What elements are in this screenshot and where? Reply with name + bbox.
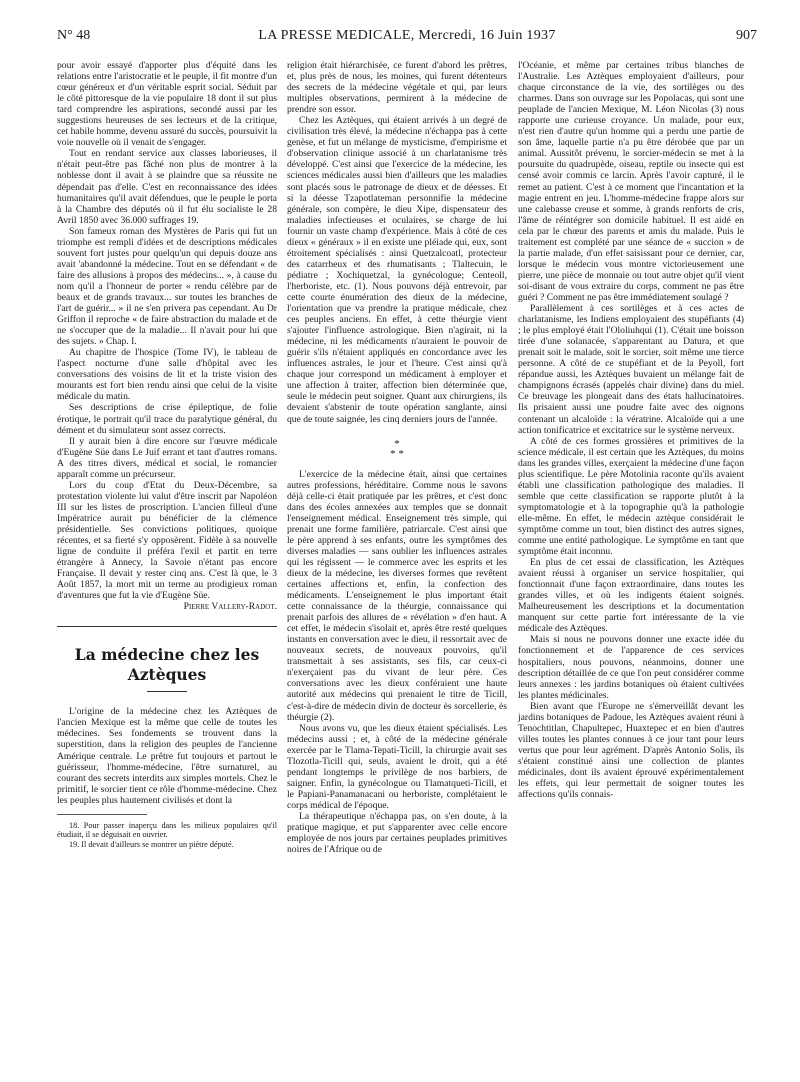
journal-title: LA PRESSE MEDICALE, Mercredi, 16 Juin 1937	[258, 28, 556, 43]
paragraph: l'Océanie, et même par certaines tribus blanches de l'Australie. Les Aztèques employaient d'ailleurs, pour chaque circonstance de la vie, des sortilèges ou des charmes. Dans son ouvrage sur les Popolacas, qui sont une peuplade de l'ancien Mexique, M. Léon Nicolas (3) nous rapporte une curieuse croyance. Un malade, pour eux, n'est rien d'autre qu'un homme qui a perdu une partie de son âme, laquelle partie n'a pu être dérobée que par un animal. Aussitôt prévenu, le sorcier-médecin se met à la poursuite du quadrupède, oiseau, reptile ou insecte qui est censé avoir commis ce larcin. Après l'avoir capturé, il le remet au patient. C'est à ce moment que l'incantation et la magie entrent en jeu. L'homme-médecine frappe alors sur une calebasse creuse et somme, à grands renforts de cris, l'âme de réintégrer son domicile habituel. Il est aidé en cela par le chœur des parents et amis du malade. Puis le traitement est complété par une séance de « succion » de la partie malade, d'un effet saisissant pour ce dernier, car, lorsque le médecin vous montre victorieusement une pierre, une pièce de monnaie ou tout autre objet qu'il vient soi-disant de vous extraire du corps, comment ne pas être guéri ? Comment ne pas être immédiatement soulagé ?	[518, 60, 744, 303]
paragraph: Au chapitre de l'hospice (Tome IV), le tableau de l'aspect nocturne d'une salle d'hôpital avec les conversations des voisins de lit et la triste vision des mourants est fort bien rendu ainsi que celui de la visite médicale du matin.	[57, 347, 277, 403]
title-underline	[147, 691, 187, 692]
paragraph: Parallèlement à ces sortilèges et à ces actes de charlatanisme, les Indiens employaient des stupéfiants (4) ; le plus employé était l'Ololiuhqui (1). C'était une boisson tirée d'une solanacée, s'apparentant au Datura, et que prenait soit le malade, soit le sorcier, soit même une tierce personne. A côté de ce stupéfiant et de la Peyoll, fort répandue aussi, les Aztèques buvaient un mélange fait de champignons écrasés (appelés chair divine) dans du miel. Ce breuvage les plongeait dans des états hallucinatoires. Ils prisaient aussi une poudre faite avec des oignons contenant un alcaloïde : la vératrine. Alcaloïde qui a une action tonificatrice et excitatrice sur le système nerveux.	[518, 303, 744, 436]
paragraph: Il y aurait bien à dire encore sur l'œuvre médicale d'Eugène Süe dans Le Juif errant et tant d'autres romans. A des titres divers, médical et social, le romancier apparaît comme un précurseur.	[57, 435, 277, 480]
column-1	[57, 60, 277, 850]
paragraph: Bien avant que l'Europe ne s'émerveillât devant les jardins botaniques de Padoue, les Aztèques avaient réuni à Tenochtitlan, Chapultepec, Huaxtepec et en bien d'autres villes toutes les plantes connues à ce jour tant pour leurs vertus que pour leur agrément. D'après Antonio Solis, ils s'étaient constitué ainsi une collection de plantes médicinales, dont ils avaient éprouvé expérimentalement les effets, qui leur permettait de soigner toutes les affections qu'ils connais-	[518, 700, 744, 801]
page-header	[57, 28, 757, 48]
column-3	[518, 60, 744, 800]
paragraph: religion était hiérarchisée, ce furent d'abord les prêtres, et, plus près de nous, les moines, qui furent détenteurs des secrets de la médecine végétale et qui, par leurs multiples observations, permirent à la médecine de prendre son essor.	[287, 60, 507, 116]
paragraph: Tout en rendant service aux classes laborieuses, il n'était peut-être pas fâché non plus de montrer à la noblesse dont il avait à se plaindre que sa réussite ne dépendait pas d'elle. C'est en reconnaissance des idées humanitaires qu'il avait défendues, que le peuple le porta à la Chambre des députés où il fut élu socialiste le 28 Avril 1850 avec 36.000 suffrages 19.	[57, 148, 277, 226]
page-number: 907	[736, 28, 757, 43]
paragraph: L'exercice de la médecine était, ainsi que certaines autres professions, héréditaire. Comme nous le savons déjà celle-ci était pratiquée par les prêtres, et c'est donc dans des écoles annexées aux temples que se donnait l'enseignement médical. Enseignement très simple, qui prenait une forme familière, patriarcale. C'est ainsi que le père apprend à ses enfants, outre les symptômes des diverses maladies — sans oublier les influences astrales qui les régissent — le commerce avec les esprits et les dieux de la médecine, les diverses formes que revêtent certaines affections et, enfin, la confection des médicaments. L'enseignement le plus important était cette connaissance de la théurgie, connaissance qui prenait parfois des allures de « révélation » d'en haut. A cet effet, le médecin s'isolait et, après être resté quelques instants en conversation avec le dieu, il ressortait avec de nouveaux secrets, de nouveaux pouvoirs, qu'il transmettait à ses assistants, ses fils, car ceux-ci n'exerçaient pas du vivant de leur père. Ces conversations avec les dieux conféraient une haute autorité aux médecins qui prenaient le titre de Ticill, c'est-à-dire de médecin divin de docteur ès sorcellerie, ès théurgie (2).	[287, 468, 507, 723]
footnote: 18. Pour passer inaperçu dans les milieux populaires qu'il étudiait, il se déguisait en ouvrier.	[57, 820, 277, 840]
paragraph: Nous avons vu, que les dieux étaient spécialisés. Les médecins aussi ; et, à côté de la médecine générale exercée par le Tlama-Tepati-Ticill, la chirurgie avait ses Tlozotla-Ticill qui, seuls, avaient le droit, qui a été pendant longtemps le privilège de nos barbiers, de saigner. Enfin, la gynécologue ou Tlamatqueti-Ticill, et le Papiani-Panamanacani ou herboriste, complétaient le corps médical de l'époque.	[287, 722, 507, 811]
footnotes	[57, 821, 277, 850]
paragraph: Lors du coup d'Etat du Deux-Décembre, sa protestation violente lui valut d'être inscrit par Napoléon III sur les listes de proscription. L'ancien filleul d'une Impératrice aurait pu bénéficier de la clémence présidentielle. Ses convictions politiques, quoique récentes, et sa fierté s'y opposèrent. Fidèle à sa nouvelle ligne de conduite il préféra l'exil et partit en terre étrangère à Annecy, la Savoie n'étant pas encore Française. Il devait y rester cinq ans. C'est là que, le 3 Août 1857, la mort mit un terme au prodigieux roman d'aventures que fut la vie d'Eugène Süe.	[57, 479, 277, 602]
paragraph: A côté de ces formes grossières et primitives de la science médicale, il est certain que les Aztèques, du moins dans les grandes villes, exerçaient la médecine d'une façon plus scientifique. Le père Motolinia raconte qu'ils avaient établi une classification pathologique des maladies. Il semble que cette classification se rapporte plutôt à la symptomatologie et à la topographie qu'à la pathologie elle-même. En effet, le médecin aztèque considérait le symptôme comme un tout, bien distinct des autres signes, comme une entité pathologique. Le symptôme en tant que symptôme était inconnu.	[518, 435, 744, 558]
paragraph: Mais si nous ne pouvons donner une exacte idée du fonctionnement et de l'apparence de ces services hospitaliers, nous pouvons, néanmoins, donner une description détaillée de ce que l'on peut considérer comme leurs annexes : les jardins botaniques où étaient cultivées les plantes médicinales.	[518, 634, 744, 701]
article-title: La médecine chez les Aztèques	[74, 645, 260, 685]
column-2	[287, 60, 507, 855]
paragraph: Chez les Aztèques, qui étaient arrivés à un degré de civilisation très élevé, la médecine n'échappa pas à cette genèse, et fut un mélange de mysticisme, d'empirisme et d'observation clinique associé à un charlatanisme très développé. C'est ainsi que l'exercice de la médecine, les sciences médicales aussi bien d'ailleurs que les maladies sont placés sous le patronage de dieux et de déesses. Et si la déesse Tzapotlateman personnifie la médecine générale, son compère, le dieu Xipe, dispensateur des maladies infectieuses et oculaires, se charge de lui fournir un vaste champ d'expérience. Mais à côté de ces dieux « généraux » il en existe une pléiade qui, eux, sont étroitement spécialisés : ainsi Quetzalcoatl, protecteur des catarrheux et des rhumatisants ; Tlaltecuin, le pédiatre ; Xochiquetzal, la gynécologue; Centeoll, l'herboriste, etc. (1). Nous pouvons déjà entrevoir, par cette courte énumération des dieux de la médecine, l'orientation que va prendre la pratique médicale, chez ces peuples anciens. En effet, à cette théurgie vient s'ajouter l'influence astrologique. Bien n'agirait, ni la médecine, ni les médicaments n'auraient le pouvoir de guérir s'ils n'étaient appliqués en concordance avec les influences astrales, le jour et l'heure. C'est ainsi qu'à chaque jour correspond un médicament à employer et une affection à traiter, affection bien déterminée que, seule le médecin peut soigner. Quant aux chirurgiens, ils devaient s'abstenir de toute opération sanglante, ainsi que de toute saignée, les cinq derniers jours de l'année.	[287, 115, 507, 425]
paragraph: L'origine de la médecine chez les Aztèques de l'ancien Mexique est la même que celle de toutes les médecines. Ses fondements se trouvent dans la superstition, dans la religion des peuples de l'ancienne Amérique centrale. Le prêtre fut toujours et partout le guérisseur, l'homme-médecine, l'être surnaturel, au courant des secrets interdits aux simples mortels. Chez le primitif, le sorcier tient ce rôle d'homme-médecine. Chez les peuples plus hautement civilisés et dont la	[57, 706, 277, 806]
paragraph: Son fameux roman des Mystères de Paris qui fut un triomphe est rempli d'idées et de descriptions médicales souvent fort justes pour quelqu'un qui depuis douze ans avait 'abandonné la médecine. Tout en se défendant « de faire des allusions à propos des médecins... », à cause du nom qu'il a l'honneur de porter « rendu célèbre par de beaux et de grands travaux... sur toutes les branches de l'art de guérir... » il ne s'en privera pas cependant. Au Dr Griffon il reproche « de faire abstraction du malade et de ne s'occuper que de la maladie... Il n'avait pour lui que des sujets. » Chap. I.	[57, 225, 277, 348]
issue-number: N° 48	[57, 28, 91, 43]
footnote-divider	[57, 814, 147, 815]
paragraph: Ses descriptions de crise épileptique, de folie érotique, le portrait qu'il trace du paralytique général, du dément et du simulateur sont assez corrects.	[57, 402, 277, 436]
footnote: 19. Il devait d'ailleurs se montrer un piètre député.	[69, 839, 234, 849]
section-divider	[57, 626, 277, 627]
section-asterisks: * * *	[390, 437, 404, 460]
author-signature: Pierre Vallery-Radot.	[183, 601, 277, 613]
paragraph: En plus de cet essai de classification, les Aztèques avaient réussi à organiser un service hospitalier, qui fonctionnait d'une façon extraordinaire, dans toutes les grandes villes, et où les indigents étaient soignés. Malheureusement les descriptions et la documentation manquent sur cette partie fort intéressante de la vie médicale des Aztèques.	[518, 557, 744, 635]
paragraph: pour avoir essayé d'apporter plus d'équité dans les relations entre l'aristocratie et le peuple, il fit montre d'un cœur généreux et d'un véritable esprit social. Séduit par le côté pittoresque de la vie populaire 18 dont il sut plus tard comprendre les aspirations, secondé aussi par les suggestions heureuses de ses lecteurs et de la critique, cet habile homme, devenu assuré du succès, poursuivit la voie nouvelle où il venait de s'engager.	[57, 60, 277, 149]
paragraph: La thérapeutique n'échappa pas, on s'en doute, à la pratique magique, et put s'apparenter avec celle encore employée de nos jours par certaines peuplades primitives noires de l'Afrique ou de	[287, 811, 507, 856]
